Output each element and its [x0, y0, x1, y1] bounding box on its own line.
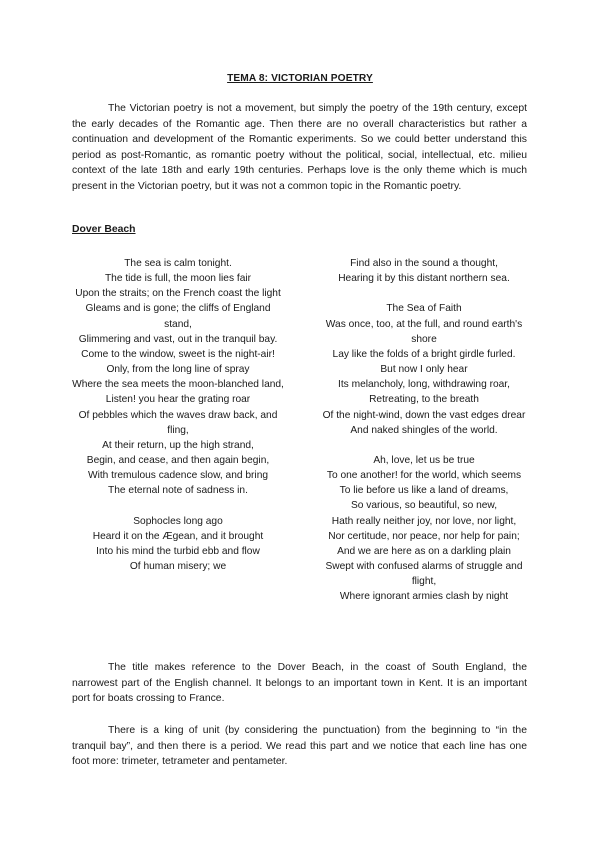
poem-line: Of human misery; we	[129, 561, 227, 573]
poem-line: To one another! for the world, which seems	[326, 470, 522, 482]
poem-left-column	[72, 256, 284, 574]
poem-line: Lay like the folds of a bright girdle furled.	[332, 348, 516, 360]
poem-line: Come to the window, sweet is the night-air!	[81, 348, 275, 360]
poem-line: Gleams and is gone; the cliffs of England stand,	[85, 303, 274, 330]
poem-line: Sophocles long ago	[133, 515, 223, 527]
stanza-break	[72, 499, 284, 514]
poem-line: Its melancholy, long, withdrawing roar,	[338, 379, 510, 391]
poem-line: Hearing it by this distant northern sea.	[338, 273, 510, 285]
poem-line: And naked shingles of the world.	[350, 424, 498, 436]
poem-line: Nor certitude, nor peace, nor help for pain;	[328, 530, 520, 542]
poem-line: Ah, love, let us be true	[373, 455, 475, 466]
poem-line: Retreating, to the breath	[369, 394, 479, 406]
poem-line: Into his mind the turbid ebb and flow	[96, 545, 260, 557]
poem-line: The eternal note of sadness in.	[108, 485, 248, 497]
poem-line: Where the sea meets the moon-blanched land,	[72, 379, 284, 391]
poem-line: Of pebbles which the waves draw back, and fling,	[78, 409, 281, 436]
poem-line: Where ignorant armies clash by night	[339, 591, 509, 603]
poem-line: The sea is calm tonight.	[124, 258, 232, 269]
poem-line: The tide is full, the moon lies fair	[104, 273, 252, 285]
analysis-paragraph-1: The title makes reference to the Dover Beach, in the coast of South England, the narrowest part of the English channel. It belongs to an important town in Kent. It is an important port for boats crossing to France.	[72, 662, 527, 704]
section-heading: Dover Beach	[72, 224, 136, 235]
poem-line: The Sea of Faith	[386, 303, 462, 315]
poem-line: Glimmering and vast, out in the tranquil bay.	[78, 333, 278, 345]
poem-line: Listen! you hear the grating roar	[105, 394, 251, 406]
poem-line: Hath really neither joy, nor love, nor light,	[331, 515, 517, 527]
poem-line: Heard it on the Ægean, and it brought	[92, 530, 264, 542]
poem-line: Only, from the long line of spray	[106, 364, 250, 376]
intro-paragraph: The Victorian poetry is not a movement, but simply the poetry of the 19th century, except the early decades of the Romantic age. Then there are no overall characteristics but rather a continuation and development of the Romantic experiments. So we could better understand this period as post-Romantic, as romantic poetry without the political, social, intellectual, etc. milieu context of the late 18th and early 19th centuries. Perhaps love is the only theme which is much present in the Victorian poetry, but it was not a common topic in the Romantic poetry.	[72, 103, 527, 192]
poem-line: Upon the straits; on the French coast the light	[75, 288, 281, 300]
poem-line: At their return, up the high strand,	[102, 439, 254, 451]
poem-line: Was once, too, at the full, and round earth's shore	[325, 318, 526, 345]
stanza-break	[318, 286, 530, 301]
poem-line: Swept with confused alarms of struggle and flight,	[325, 561, 526, 588]
poem-right-column	[318, 256, 530, 605]
stanza-break	[318, 438, 530, 453]
page-title: TEMA 8: VICTORIAN POETRY	[227, 73, 373, 84]
poem-line: Of the night-wind, down the vast edges drear	[322, 409, 526, 421]
poem-line: But now I only hear	[380, 364, 468, 376]
poem-line: Find also in the sound a thought,	[350, 258, 498, 269]
poem-line: With tremulous cadence slow, and bring	[87, 470, 269, 482]
poem-line: To lie before us like a land of dreams,	[339, 485, 509, 497]
poem-line: Begin, and cease, and then again begin,	[86, 455, 270, 467]
analysis-paragraph-2: There is a king of unit (by considering the punctuation) from the beginning to “in the tranquil bay”, and then there is a period. We read this part and we notice that each line has one foot more: trimeter, tetrameter and pentameter.	[72, 725, 527, 767]
poem-line: So various, so beautiful, so new,	[350, 500, 498, 512]
poem-line: And we are here as on a darkling plain	[337, 545, 511, 557]
